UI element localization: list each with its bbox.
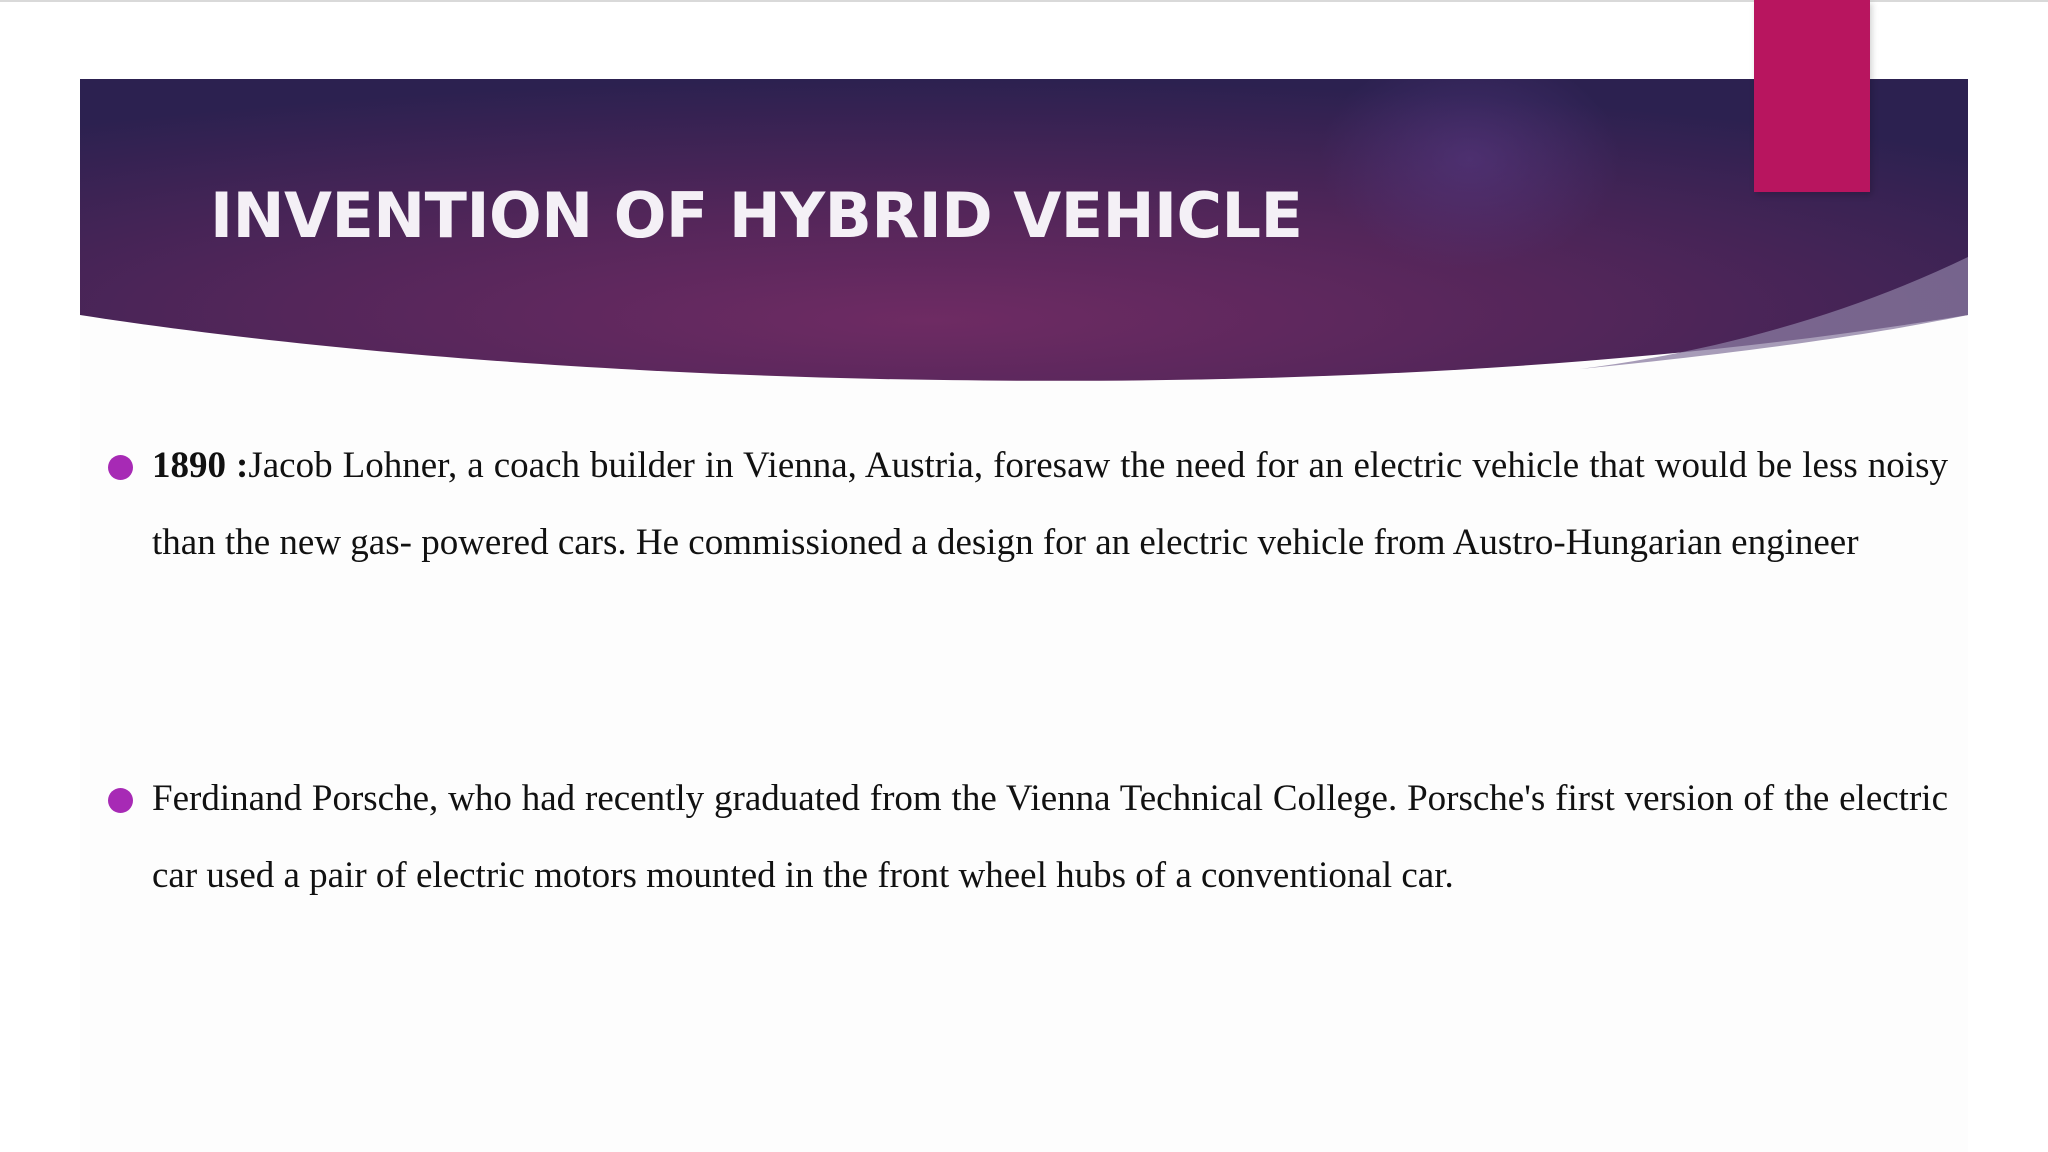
bullet-dot-icon	[108, 455, 133, 480]
bullet-text: Ferdinand Porsche, who had recently graduated from the Vienna Technical College. Porsche's first version of the electric car used a pair of electric motors mounted in the front wheel hubs of a conventional car.	[152, 778, 1948, 896]
bullet-item	[152, 761, 1948, 914]
bullet-dot-icon	[108, 788, 133, 813]
slide-title: INVENTION OF HYBRID VEHICLE	[210, 179, 1303, 252]
bullet-text: Jacob Lohner, a coach builder in Vienna, Austria, foresaw the need for an electric vehicle that would be less noisy than the new gas- powered cars. He commissioned a design for an electric vehicle from Austro-Hungarian engineer	[152, 445, 1948, 563]
bullet-item	[152, 428, 1948, 581]
accent-tab	[1754, 0, 1870, 192]
top-border-line	[0, 0, 2048, 2]
bullet-year: 1890 :	[152, 445, 249, 486]
